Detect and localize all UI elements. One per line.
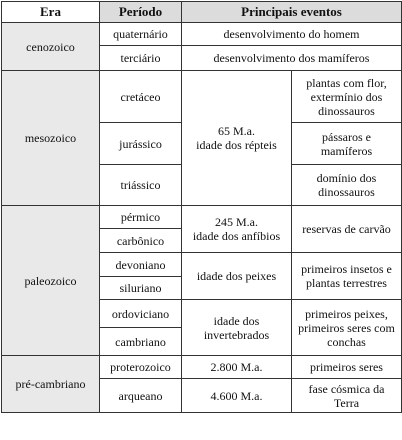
event-triassico: domínio dos dinossauros: [292, 165, 402, 206]
table-row: [2, 71, 402, 123]
period-proterozoico: proterozoico: [100, 356, 182, 379]
header-era: Era: [2, 2, 100, 23]
proterozoico-event: primeiros seres: [292, 356, 402, 379]
period-cretaceo: cretáceo: [100, 71, 182, 123]
perm-carb-age-cell: [182, 206, 292, 253]
period-carbonico: carbônico: [100, 229, 182, 253]
era-precambriano: pré-cambriano: [2, 356, 100, 413]
table-row: [2, 356, 402, 379]
period-quaternario: quaternário: [100, 23, 182, 46]
meso-age: 65 M.a.: [218, 124, 255, 138]
dev-sil-event: primeiros insetos e plantas terrestres: [292, 253, 402, 300]
dev-sil-label: idade dos peixes: [182, 253, 292, 300]
ord-camb-label: idade dos invertebrados: [182, 300, 292, 356]
period-ordoviciano: ordoviciano: [100, 300, 182, 328]
proterozoico-age: 2.800 M.a.: [182, 356, 292, 379]
perm-carb-age: 245 M.a.: [215, 215, 258, 229]
perm-carb-event: reservas de carvão: [292, 206, 402, 253]
ord-camb-event: primeiros peixes, primeiros seres com conchas: [292, 300, 402, 356]
table-row: [2, 23, 402, 46]
era-paleozoico: paleozoico: [2, 206, 100, 356]
period-devoniano: devoniano: [100, 253, 182, 277]
header-periodo: Período: [100, 2, 182, 23]
header-row: [2, 2, 402, 23]
era-cenozoico: cenozoico: [2, 23, 100, 71]
arqueano-age: 4.600 M.a.: [182, 379, 292, 413]
arqueano-event: fase cósmica da Terra: [292, 379, 402, 413]
event-terciario: desenvolvimento dos mamíferos: [182, 46, 402, 71]
event-cretaceo: plantas com flor, extermínio dos dinossauros: [292, 71, 402, 123]
meso-label: idade dos répteis: [196, 138, 277, 152]
period-jurassico: jurássico: [100, 123, 182, 165]
table-row: [2, 206, 402, 229]
period-cambriano: cambriano: [100, 328, 182, 356]
meso-age-cell: [182, 71, 292, 206]
period-siluriano: siluriano: [100, 277, 182, 300]
period-terciario: terciário: [100, 46, 182, 71]
period-permico: pérmico: [100, 206, 182, 229]
period-arqueano: arqueano: [100, 379, 182, 413]
period-triassico: triássico: [100, 165, 182, 206]
perm-carb-label: idade dos anfíbios: [192, 229, 281, 243]
geologic-time-table: [1, 1, 402, 413]
header-eventos: Principais eventos: [182, 2, 402, 23]
event-jurassico: pássaros e mamíferos: [292, 123, 402, 165]
era-mesozoico: mesozoico: [2, 71, 100, 206]
event-quaternario: desenvolvimento do homem: [182, 23, 402, 46]
